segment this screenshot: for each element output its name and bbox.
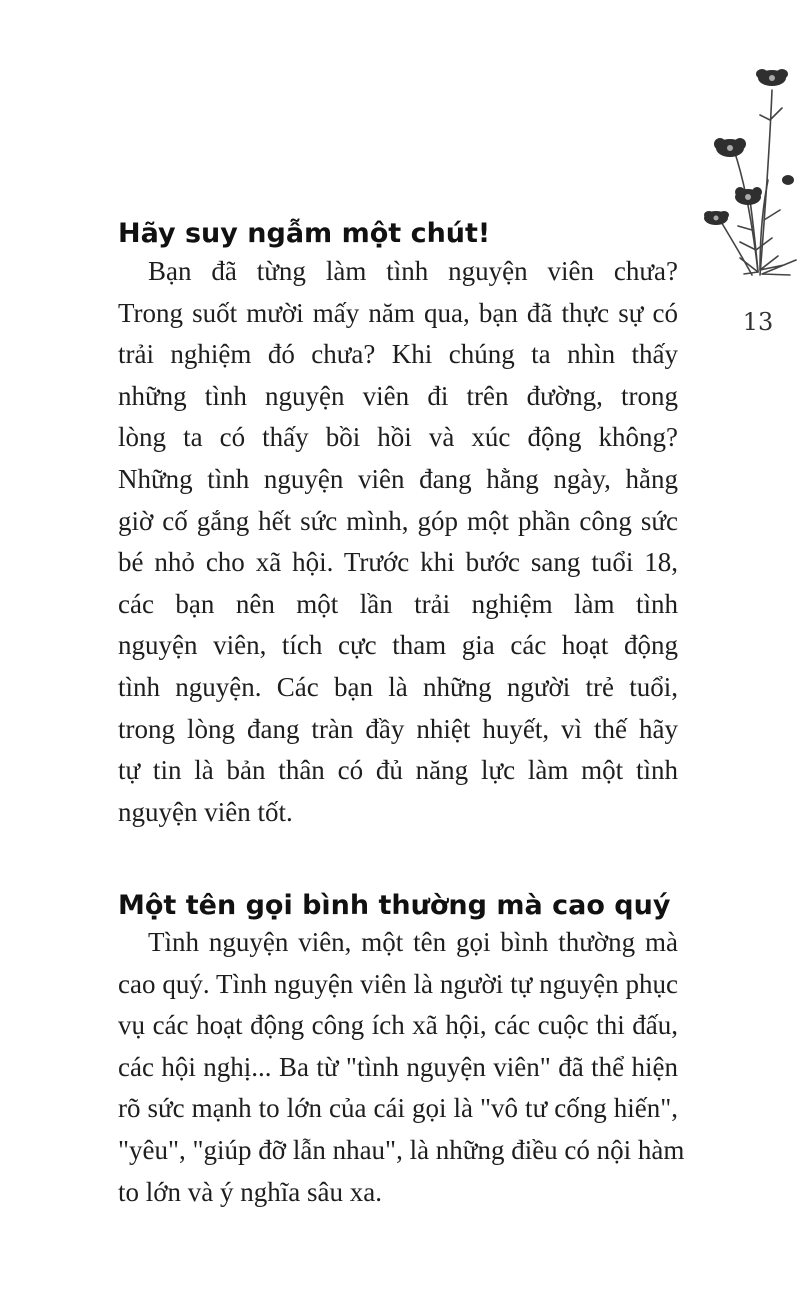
paragraph-line: rõ sức mạnh to lớn của cái gọi là "vô tư cống hiến",: [118, 1093, 678, 1124]
paragraph-line: Tình nguyện viên, một tên gọi bình thường mà: [148, 927, 678, 957]
paragraph-line: trong lòng đang tràn đầy nhiệt huyết, vì thế hãy: [118, 713, 678, 744]
paragraph-line: lòng ta có thấy bồi hồi và xúc động không?: [118, 422, 678, 453]
section-paragraph-noble-title: [118, 922, 685, 1213]
paragraph-line: tình nguyện. Các bạn là những người trẻ tuổi,: [118, 671, 678, 702]
paragraph-line: bé nhỏ cho xã hội. Trước khi bước sang tuổi 18,: [118, 547, 678, 578]
paragraph-line: nguyện viên tốt.: [118, 796, 293, 827]
paragraph-line: những tình nguyện viên đi trên đường, trong: [118, 380, 678, 411]
paragraph-line: Những tình nguyện viên đang hằng ngày, hằng: [118, 463, 678, 494]
paragraph-line: các hội nghị... Ba từ "tình nguyện viên" đã thể hiện: [118, 1051, 678, 1082]
paragraph-line: các bạn nên một lần trải nghiệm làm tình: [118, 588, 678, 619]
paragraph-line: vụ các hoạt động công ích xã hội, các cuộc thi đấu,: [118, 1010, 678, 1041]
cosmos-flower-illustration: [700, 60, 800, 290]
paragraph-line: trải nghiệm đó chưa? Khi chúng ta nhìn thấy: [118, 339, 678, 370]
section-heading-reflect: Hãy suy ngẫm một chút!: [118, 218, 491, 250]
paragraph-line: Bạn đã từng làm tình nguyện viên chưa?: [148, 256, 678, 286]
paragraph-line: tự tin là bản thân có đủ năng lực làm một tình: [118, 755, 678, 786]
section-paragraph-reflect: [118, 251, 678, 833]
paragraph-line: to lớn và ý nghĩa sâu xa.: [118, 1176, 382, 1207]
paragraph-line: nguyện viên, tích cực tham gia các hoạt động: [118, 630, 678, 661]
paragraph-line: giờ cố gắng hết sức mình, góp một phần công sức: [118, 505, 678, 536]
paragraph-line: "yêu", "giúp đỡ lẫn nhau", là những điều có nội hàm: [118, 1134, 685, 1165]
paragraph-line: cao quý. Tình nguyện viên là người tự nguyện phục: [118, 968, 678, 999]
page-number: 13: [742, 308, 774, 336]
section-heading-noble-title: Một tên gọi bình thường mà cao quý: [118, 890, 671, 922]
paragraph-line: Trong suốt mười mấy năm qua, bạn đã thực sự có: [118, 297, 678, 328]
